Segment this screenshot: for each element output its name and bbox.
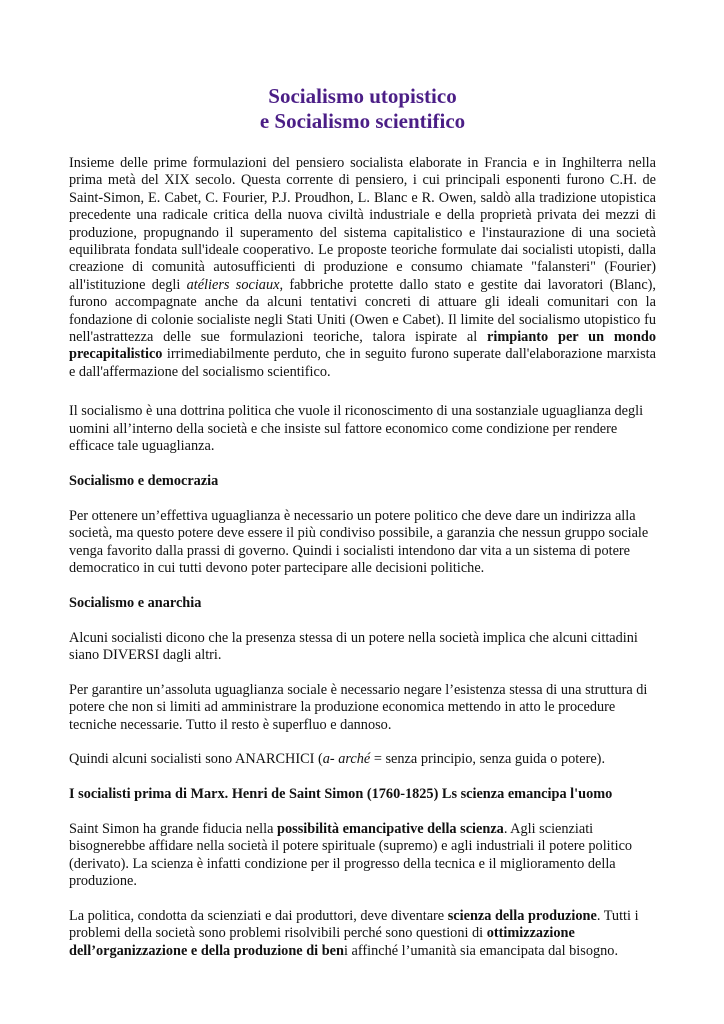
- heading-democrazia: Socialismo e democrazia: [69, 472, 219, 489]
- anarchia-paragraph-2: Per garantire un’assoluta uguaglianza sociale è necessario negare l’esistenza stessa di una struttura di potere che non si limiti ad amministrare la produzione economica mettendo in atto le procedure tecniche necessarie. Tutto il resto è superfluo e dannoso.: [69, 681, 648, 733]
- document-title: [69, 84, 656, 134]
- democrazia-paragraph: Per ottenere un’effettiva uguaglianza è necessario un potere politico che deve dare un indirizza alla società, ma questo potere deve essere il più condiviso possibile, a garanzia che nessun gruppo sociale venga favorito dalla prassi di governo. Quindi i socialisti intendono dar vita a un sistema di potere democratico in cui tutti devono poter partecipare alle decisioni politiche.: [69, 507, 649, 576]
- heading-anarchia: Socialismo e anarchia: [69, 594, 202, 611]
- emphasis-rimpianto: rimpianto per un mondo precapitalistico: [69, 329, 657, 363]
- intro-paragraph: Insieme delle prime formulazioni del pensiero socialista elaborate in Francia e in Inghilterra nella prima metà del XIX secolo. Questa corrente di pensiero, i cui principali esponenti furono C.H. de Saint-Simon, E. Cabet, C. Fourier, P.J. Proudhon, L. Blanc e R. Owen, saldò alla tradizione utopistica precedente una radicale critica della nuova civiltà industriale e della proprietà privata dei mezzi di produzione, propugnando il superamento del sistema capitalistico e l'instaurazione di una società equilibrata fondata sull'ideale cooperativo. Le proposte teoriche formulate dai socialisti utopisti, dalla creazione di comunità autosufficienti di produzione e consumo chiamate "falansteri" (Fourier) all'istituzione degli atéliers sociaux, fabbriche protette dallo stato e gestite dai lavoratori (Blanc), furono accompagnate anche da alcuni tentativi concreti di attuare gli ideali comunitari con la fondazione di colonie socialiste negli Stati Uniti (Owen e Cabet). Il limite del socialismo utopistico fu nell'astrattezza delle sue formulazioni teoriche, talora ispirate al rimpianto per un mondo precapitalistico irrimediabilmente perduto, che in seguito furono superate dall'elaborazione marxista e dall'affermazione del socialismo scientifico.: [69, 155, 657, 380]
- a-arche-term: a- arché: [322, 751, 371, 768]
- emphasis-possibilita: possibilità emancipative della scienza: [277, 820, 504, 837]
- saint-simon-paragraph-2: La politica, condotta da scienziati e dai produttori, deve diventare scienza della produzione. Tutti i problemi della società sono problemi risolvibili perché sono questioni di ottimizzazione dell’organizzazione e della produzione di beni affinché l’umanità sia emancipata dal bisogno.: [69, 907, 639, 959]
- emphasis-scienza-produzione: scienza della produzione: [447, 907, 597, 924]
- emphasis-ottimizzazione: ottimizzazione dell’organizzazione e della produzione di ben: [69, 925, 575, 959]
- definition-paragraph: Il socialismo è una dottrina politica che vuole il riconoscimento di una sostanziale uguaglianza degli uomini all’interno della società e che insiste sul fattore economico come condizione per rendere efficace tale uguaglianza.: [69, 403, 644, 455]
- saint-simon-paragraph-1: Saint Simon ha grande fiducia nella possibilità emancipative della scienza. Agli scienziati bisognerebbe affidare nella società il potere spirituale (supremo) e agli industriali il potere politico (derivato). La scienza è infatti condizione per il progresso della tecnica e il miglioramento della produzione.: [69, 820, 633, 890]
- anarchia-paragraph-1: Alcuni socialisti dicono che la presenza stessa di un potere nella società implica che alcuni cittadini siano DIVERSI dagli altri.: [69, 629, 638, 663]
- title-line-2: e Socialismo scientifico: [259, 109, 466, 133]
- title-line-1: Socialismo utopistico: [268, 84, 457, 108]
- heading-saint-simon: I socialisti prima di Marx. Henri de Saint Simon (1760-1825) Ls scienza emancipa l'uomo: [69, 786, 613, 803]
- anarchia-paragraph-3: Quindi alcuni socialisti sono ANARCHICI (a- arché = senza principio, senza guida o potere).: [69, 751, 606, 768]
- document-page: [69, 84, 656, 960]
- ateliers-sociaux-term: atéliers sociaux: [186, 276, 280, 293]
